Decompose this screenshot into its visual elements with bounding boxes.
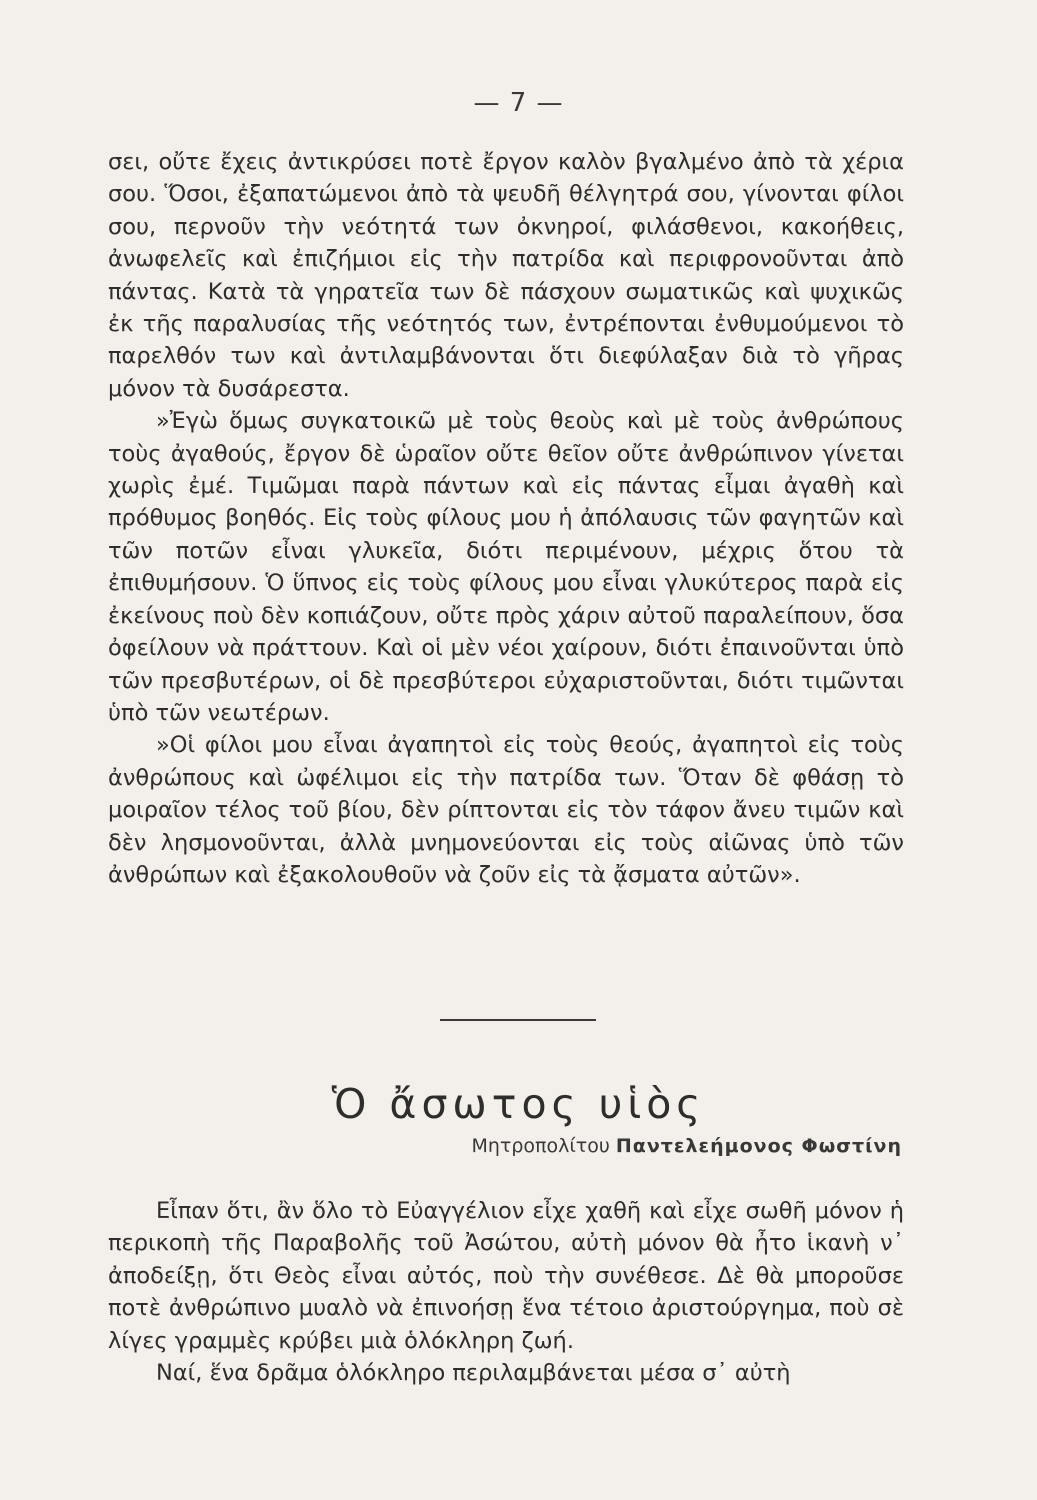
section-divider [440,1019,596,1021]
continued-text [108,146,904,891]
paragraph: Εἶπαν ὅτι, ἂν ὅλο τὸ Εὐαγγέλιον εἶχε χαθῆ καὶ εἶχε σωθῆ μόνον ἡ περικοπὴ τῆς Παραβολῆς τοῦ Ἀσώτου, αὐτὴ μόνον θὰ ἦτο ἱκανὴ ν᾽ ἀποδείξῃ, ὅτι Θεὸς εἶναι αὐτός, ποὺ τὴν συνέθεσε. Δὲ θὰ μποροῦσε ποτὲ ἀνθρώπινο μυαλὸ νὰ ἐπινοήσῃ ἕνα τέτοιο ἀριστούργημα, ποὺ σὲ λίγες γραμμὲς κρύβει μιὰ ὁλόκληρη ζωή. [108,1198,904,1354]
paragraph: σει, οὔτε ἔχεις ἀντικρύσει ποτὲ ἔργον καλὸν βγαλμένο ἀπὸ τὰ χέρια σου. Ὅσοι, ἐξαπατώμενοι ἀπὸ τὰ ψευδῆ θέλγητρά σου, γίνονται φίλοι σου, περνοῦν τὴν νεότητά των ὀκνηροί, φιλάσθενοι, κακοήθεις, ἀνωφελεῖς καὶ ἐπιζήμιοι εἰς τὴν πατρίδα καὶ περιφρονοῦνται ἀπὸ πάντας. Κατὰ τὰ γηρατεῖα των δὲ πάσχουν σωματικῶς καὶ ψυχικῶς ἐκ τῆς παραλυσίας τῆς νεότητός των, ἐντρέπονται ἐνθυμούμενοι τὸ παρελθόν των καὶ ἀντιλαμβάνονται ὅτι διεφύλαξαν διὰ τὸ γῆρας μόνον τὰ δυσάρεστα. [108,149,904,402]
paragraph: »Οἱ φίλοι μου εἶναι ἀγαπητοὶ εἰς τοὺς θεούς, ἀγαπητοὶ εἰς τοὺς ἀνθρώπους καὶ ὠφέλιμοι εἰς τὴν πατρίδα των. Ὅταν δὲ φθάσῃ τὸ μοιραῖον τέλος τοῦ βίου, δὲν ρίπτονται εἰς τὸν τάφον ἄνευ τιμῶν καὶ δὲν λησμονοῦνται, ἀλλὰ μνημονεύονται εἰς τοὺς αἰῶνας ὑπὸ τῶν ἀνθρώπων καὶ ἐξακολουθοῦν νὰ ζοῦν εἰς τὰ ᾄσματα αὐτῶν». [108,732,904,888]
author-name: Παντελεήμονος Φωστίνη [615,1135,902,1157]
page-number: — 7 — [473,88,564,118]
byline [472,1135,903,1157]
paragraph: »Ἐγὼ ὅμως συγκατοικῶ μὲ τοὺς θεοὺς καὶ μὲ τοὺς ἀνθρώπους τοὺς ἀγαθούς, ἔργον δὲ ὡραῖον οὔτε θεῖον οὔτε ἀνθρώπινον γίνεται χωρὶς ἐμέ. Τιμῶμαι παρὰ πάντων καὶ εἰς πάντας εἶμαι ἀγαθὴ καὶ πρόθυμος βοηθός. Εἰς τοὺς φίλους μου ἡ ἀπόλαυσις τῶν φαγητῶν καὶ τῶν ποτῶν εἶναι γλυκεῖα, διότι περιμένουν, μέχρις ὅτου τὰ ἐπιθυμήσουν. Ὁ ὕπνος εἰς τοὺς φίλους μου εἶναι γλυκύτερος παρὰ εἰς ἐκείνους ποὺ δὲν κοπιάζουν, οὔτε πρὸς χάριν αὐτοῦ παραλείπουν, ὅσα ὀφείλουν νὰ πράττουν. Καὶ οἱ μὲν νέοι χαίρουν, διότι ἐπαινοῦνται ὑπὸ τῶν πρεσβυτέρων, οἱ δὲ πρεσβύτεροι εὐχαριστοῦνται, διότι τιμῶνται ὑπὸ τῶν νεωτέρων. [108,408,904,726]
article-title: Ὁ ἄσωτος υἱὸς [331,1080,706,1128]
article-text [108,1195,904,1389]
paragraph: Ναί, ἕνα δρᾶμα ὁλόκληρο περιλαμβάνεται μέσα σ᾽ αὐτὴ [156,1360,791,1387]
byline-prefix: Μητροπολίτου [471,1135,610,1157]
